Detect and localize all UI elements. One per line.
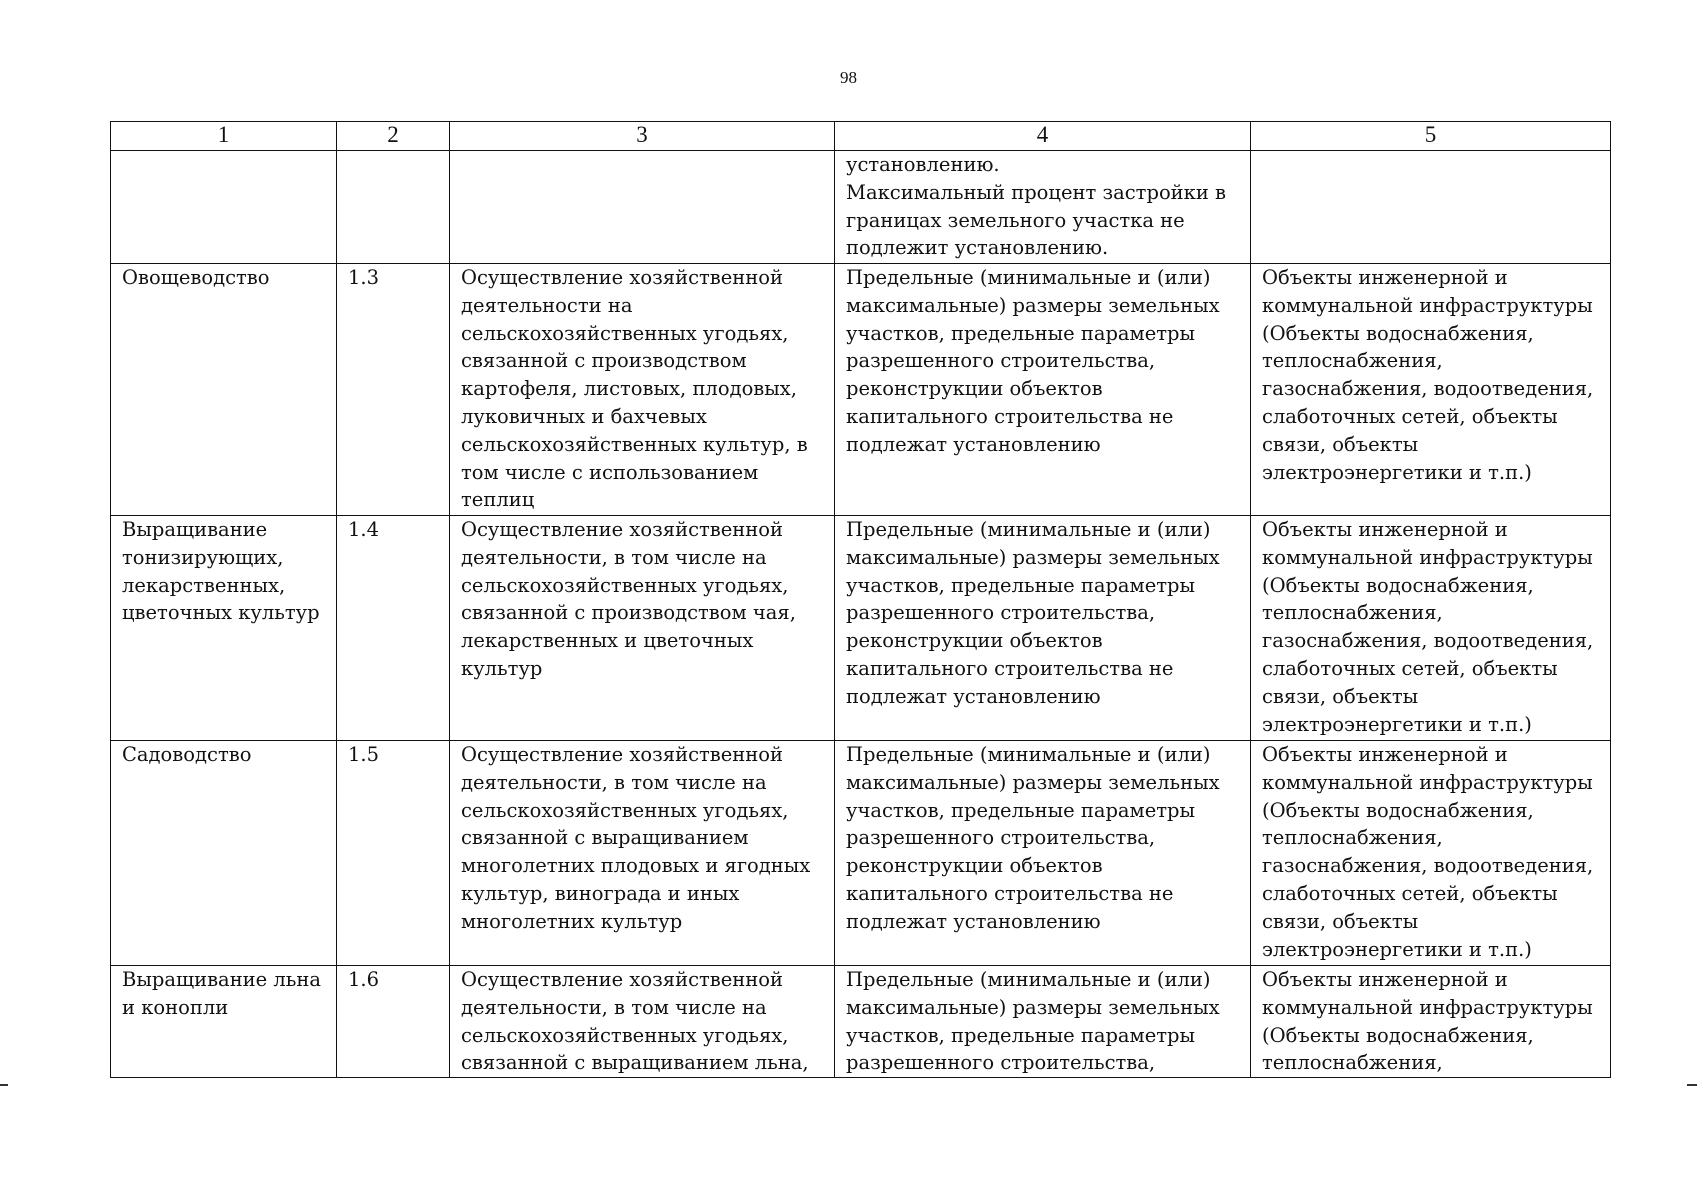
use-description-cell — [450, 264, 835, 516]
use-name-cell — [111, 516, 337, 741]
use-parameters: установлению. Максимальный процент застройки в границах земельного участка не подлежит установлению. — [846, 153, 1227, 260]
use-description: Осуществление хозяйственной деятельности, в том числе на сельскохозяйственных угодьях, связанной с производством чая, лекарственных и цветочных культур — [461, 518, 796, 680]
use-description-cell — [450, 966, 835, 1078]
use-objects: Объекты инженерной и коммунальной инфраструктуры (Объекты водоснабжения, теплоснабжения, газоснабжения, водоотведения, слаботочных сетей, объекты связи, объекты электроэнергетики и т.п.) — [1262, 518, 1594, 736]
use-name-cell — [111, 966, 337, 1078]
column-header-3: 3 — [450, 122, 835, 151]
use-name-cell — [111, 741, 337, 966]
use-parameters: Предельные (минимальные и (или) максимальные) размеры земельных участков, предельные параметры разрешенного строительства, реконструкции объектов капитального строительства не подлежат установлению — [846, 518, 1220, 708]
table-row — [111, 264, 1611, 516]
use-parameters-cell — [835, 741, 1251, 966]
header-row — [111, 122, 1611, 151]
use-description-cell — [450, 516, 835, 741]
use-name-cell — [111, 264, 337, 516]
use-parameters-cell — [835, 516, 1251, 741]
table-row — [111, 516, 1611, 741]
use-parameters-cell — [835, 151, 1251, 264]
use-objects-cell — [1251, 264, 1611, 516]
use-code-cell — [337, 516, 450, 741]
use-parameters: Предельные (минимальные и (или) максимальные) размеры земельных участков, предельные параметры разрешенного строительства, реконструкции объектов капитального строительства не подлежат установлению — [846, 743, 1220, 933]
use-code: 1.6 — [348, 968, 380, 991]
use-name: Выращивание льна и конопли — [122, 968, 322, 1019]
use-code-cell — [337, 741, 450, 966]
scan-edge-mark-left — [0, 1084, 8, 1086]
use-objects-cell — [1251, 151, 1611, 264]
table-row — [111, 741, 1611, 966]
column-header-5: 5 — [1251, 122, 1611, 151]
use-code-cell — [337, 966, 450, 1078]
use-name: Садоводство — [122, 743, 252, 766]
column-header-2: 2 — [337, 122, 450, 151]
use-description-cell — [450, 151, 835, 264]
use-parameters: Предельные (минимальные и (или) максимальные) размеры земельных участков, предельные параметры разрешенного строительства, — [846, 968, 1220, 1075]
column-header-4: 4 — [835, 122, 1251, 151]
use-code: 1.5 — [348, 743, 380, 766]
scan-edge-mark-right — [1687, 1084, 1697, 1086]
use-description: Осуществление хозяйственной деятельности, в том числе на сельскохозяйственных угодьях, связанной с выращиванием многолетних плодовых и ягодных культур, винограда и иных многолетних культур — [461, 743, 811, 933]
land-use-table — [110, 121, 1611, 1078]
use-code: 1.4 — [348, 518, 380, 541]
use-description-cell — [450, 741, 835, 966]
use-objects: Объекты инженерной и коммунальной инфраструктуры (Объекты водоснабжения, теплоснабжения, — [1262, 968, 1593, 1075]
table-row — [111, 966, 1611, 1078]
use-parameters: Предельные (минимальные и (или) максимальные) размеры земельных участков, предельные параметры разрешенного строительства, реконструкции объектов капитального строительства не подлежат установлению — [846, 266, 1220, 456]
use-parameters-cell — [835, 264, 1251, 516]
use-objects-cell — [1251, 966, 1611, 1078]
use-name: Овощеводство — [122, 266, 270, 289]
use-code-cell — [337, 151, 450, 264]
table-row — [111, 151, 1611, 264]
column-header-1: 1 — [111, 122, 337, 151]
use-description: Осуществление хозяйственной деятельности, в том числе на сельскохозяйственных угодьях, связанной с выращиванием льна, — [461, 968, 809, 1075]
use-description: Осуществление хозяйственной деятельности на сельскохозяйственных угодьях, связанной с производством картофеля, листовых, плодовых, луковичных и бахчевых сельскохозяйственных культур, в том числе с использованием теплиц — [461, 266, 808, 512]
use-parameters-cell — [835, 966, 1251, 1078]
use-name-cell — [111, 151, 337, 264]
use-objects-cell — [1251, 741, 1611, 966]
use-objects-cell — [1251, 516, 1611, 741]
page-number: 98 — [840, 68, 857, 87]
use-objects: Объекты инженерной и коммунальной инфраструктуры (Объекты водоснабжения, теплоснабжения, газоснабжения, водоотведения, слаботочных сетей, объекты связи, объекты электроэнергетики и т.п.) — [1262, 743, 1594, 961]
use-code: 1.3 — [348, 266, 380, 289]
use-code-cell — [337, 264, 450, 516]
use-objects: Объекты инженерной и коммунальной инфраструктуры (Объекты водоснабжения, теплоснабжения, газоснабжения, водоотведения, слаботочных сетей, объекты связи, объекты электроэнергетики и т.п.) — [1262, 266, 1594, 484]
use-name: Выращивание тонизирующих, лекарственных, цветочных культур — [122, 518, 320, 625]
